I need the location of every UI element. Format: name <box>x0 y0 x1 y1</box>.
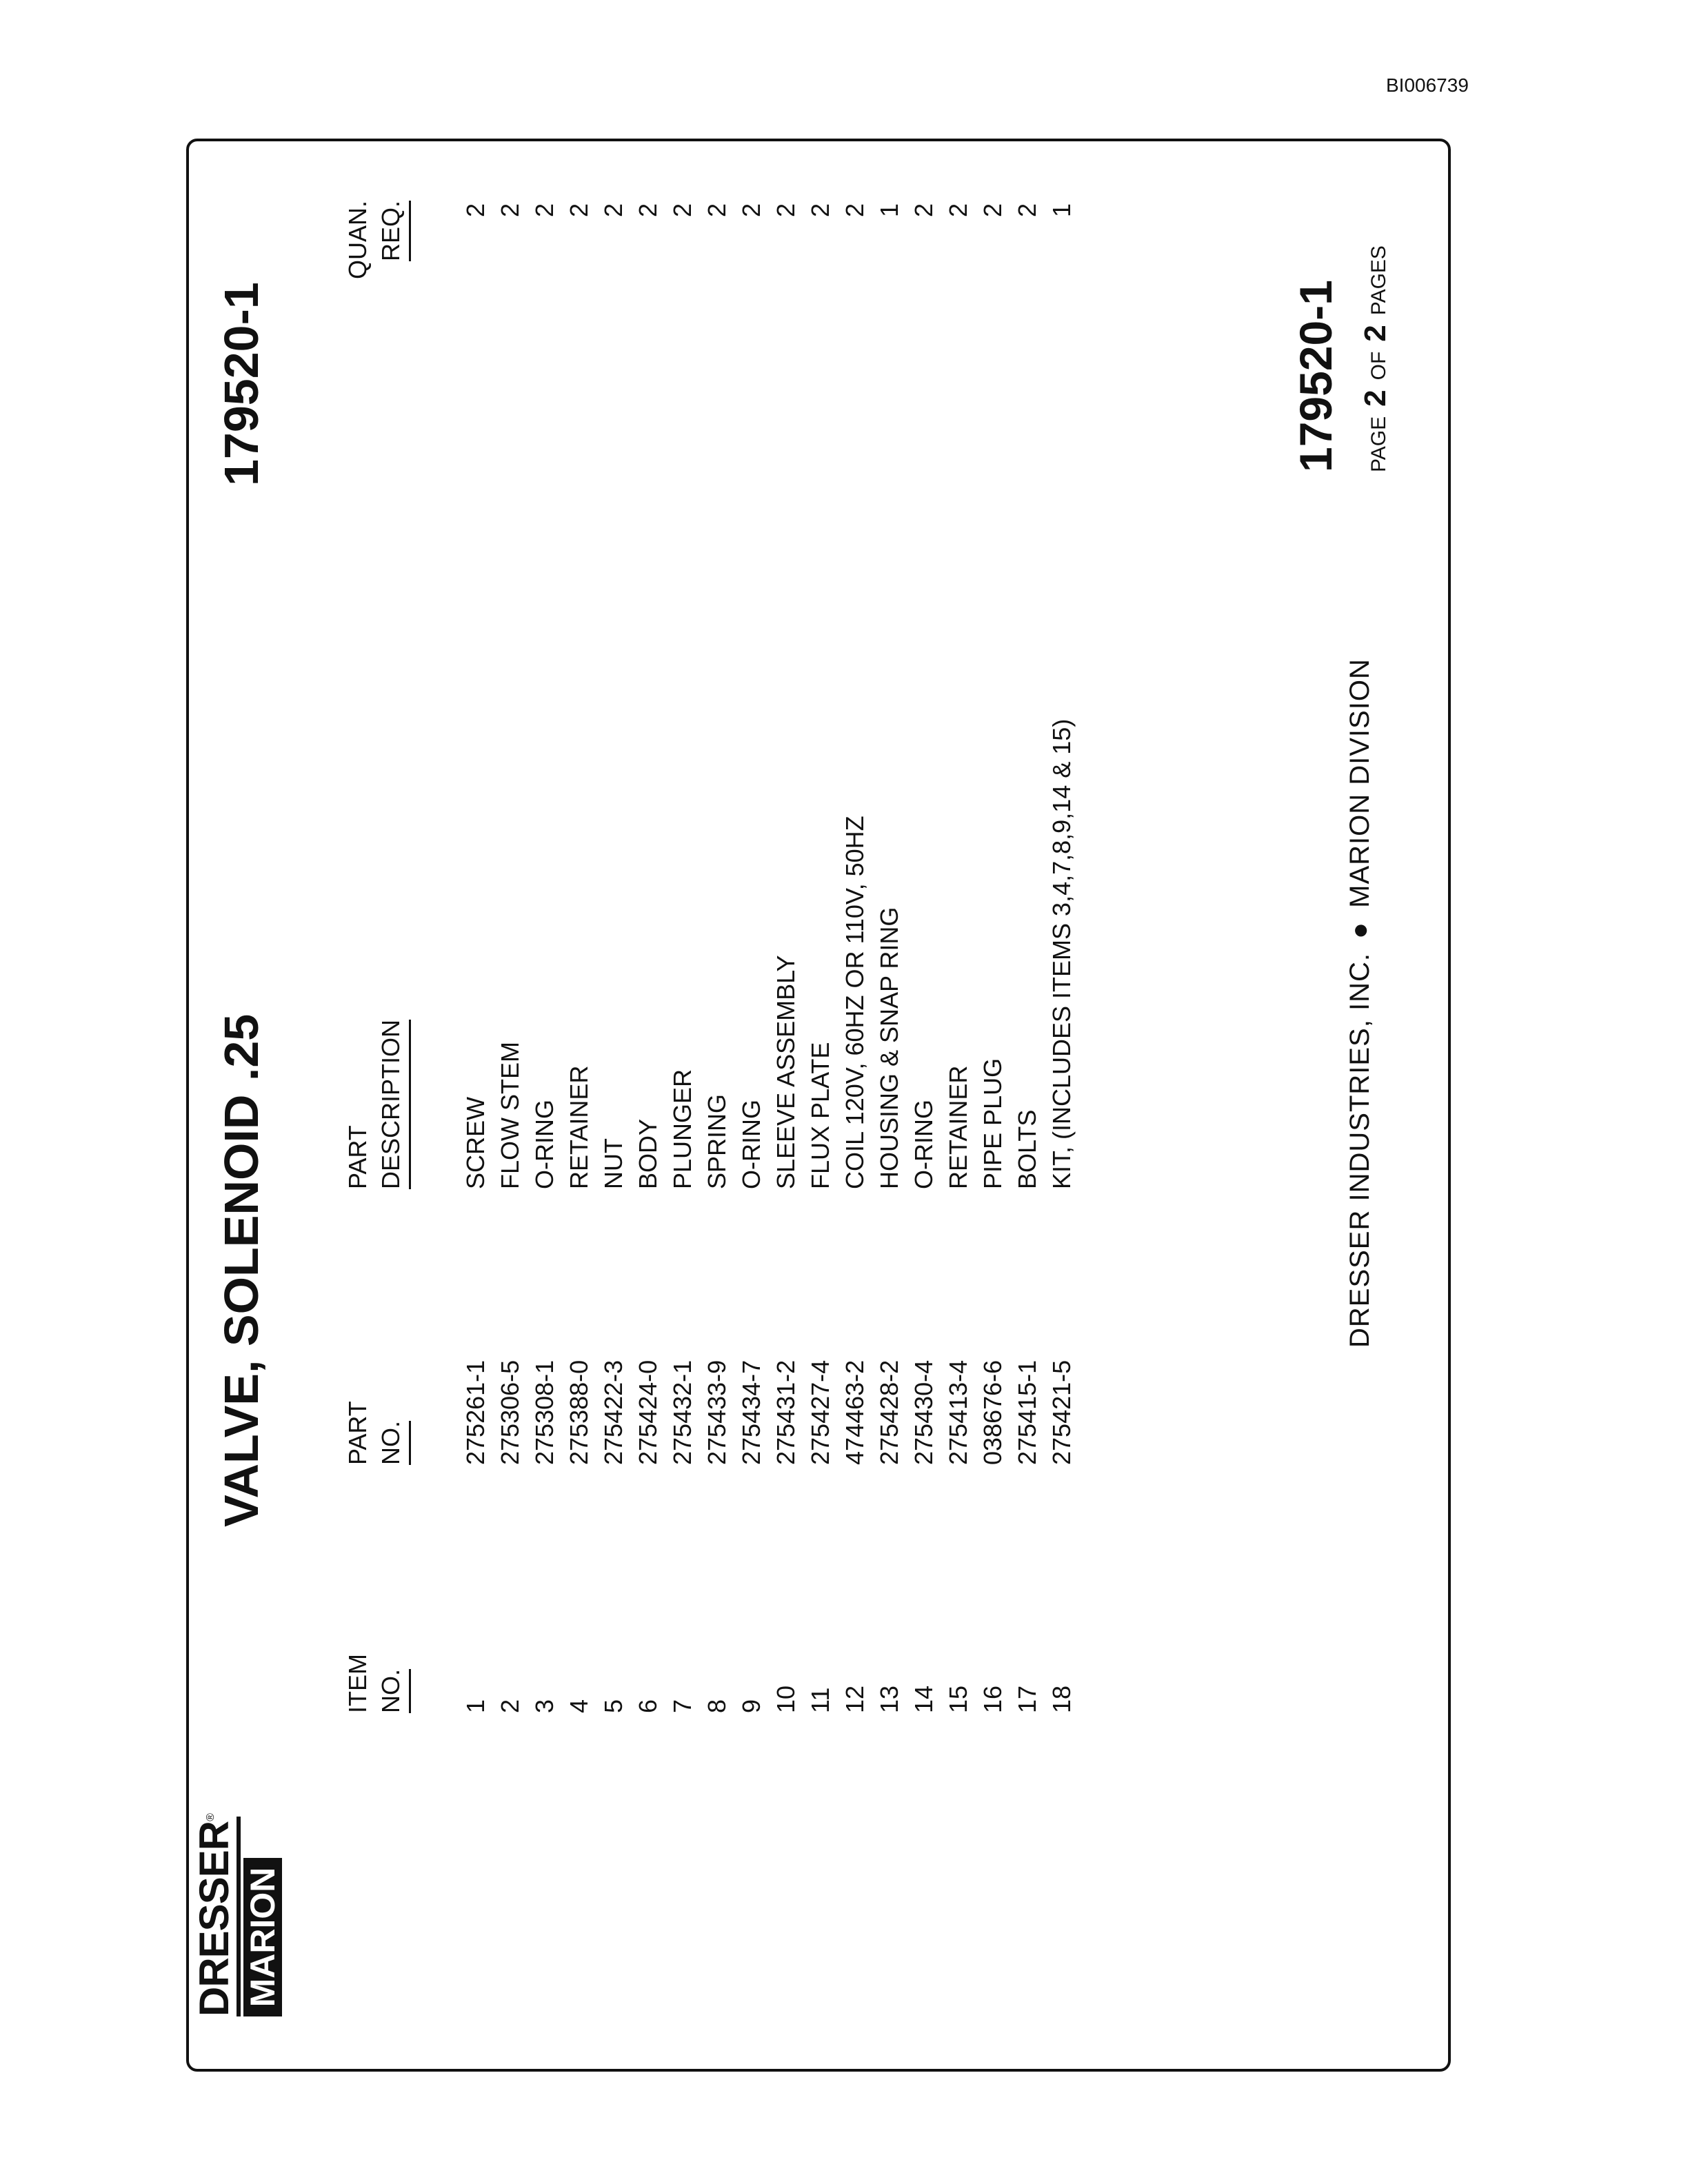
footer-company: DRESSER INDUSTRIES, INC. <box>1345 953 1375 1348</box>
table-row: 8 275433-9 SPRING 2 <box>703 203 731 1713</box>
table-row: 16 038676-6 PIPE PLUG 2 <box>978 203 1007 1713</box>
assembly-part-number-top: 179520-1 <box>214 282 268 486</box>
assembly-part-number-bottom: 179520-1 <box>1290 280 1341 472</box>
table-row: 2 275306-5 FLOW STEM 2 <box>496 203 524 1713</box>
table-row: 11 275427-4 FLUX PLATE 2 <box>806 203 834 1713</box>
page-indicator: PAGE2OF2PAGES <box>1358 245 1392 472</box>
footer-division: MARION DIVISION <box>1345 658 1375 908</box>
logo-marion-text: MARION <box>243 1858 282 2016</box>
table-row: 4 275388-0 RETAINER 2 <box>565 203 593 1713</box>
bullet-icon: ● <box>1345 921 1375 940</box>
dresser-marion-logo: DRESSER® MARION <box>189 1817 282 2016</box>
company-footer <box>1345 658 1376 1348</box>
document-title: VALVE, SOLENOID .25 <box>214 1013 268 1527</box>
table-row: 6 275424-0 BODY 2 <box>634 203 662 1713</box>
document-id: BI006739 <box>1386 74 1469 96</box>
table-row: 13 275428-2 HOUSING & SNAP RING 1 <box>875 203 903 1713</box>
table-row: 7 275432-1 PLUNGER 2 <box>668 203 696 1713</box>
parts-list-sheet <box>186 141 1448 2072</box>
table-row: 14 275430-4 O-RING 2 <box>910 203 938 1713</box>
table-row: 15 275413-4 RETAINER 2 <box>944 203 972 1713</box>
table-row: 5 275422-3 NUT 2 <box>599 203 627 1713</box>
column-header-description: PART DESCRIPTION <box>341 1020 411 1189</box>
table-row: 18 275421-5 KIT, (INCLUDES ITEMS 3,4,7,8,9,14 & 15) 1 <box>1047 203 1076 1713</box>
column-header-quantity: QUAN. REQ. <box>341 201 411 279</box>
table-row: 12 474463-2 COIL 120V, 60HZ OR 110V, 50HZ 2 <box>841 203 869 1713</box>
table-row: 3 275308-1 O-RING 2 <box>530 203 559 1713</box>
column-header-part-no: PART NO. <box>341 1401 411 1465</box>
table-row: 17 275415-1 BOLTS 2 <box>1013 203 1041 1713</box>
table-row: 1 275261-1 SCREW 2 <box>461 203 490 1713</box>
parts-table <box>459 141 1079 2072</box>
table-row: 9 275434-7 O-RING 2 <box>737 203 765 1713</box>
logo-dresser-text: DRESSER <box>191 1821 237 2016</box>
column-header-item-no: ITEM NO. <box>341 1654 411 1713</box>
table-row: 10 275431-2 SLEEVE ASSEMBLY 2 <box>772 203 800 1713</box>
